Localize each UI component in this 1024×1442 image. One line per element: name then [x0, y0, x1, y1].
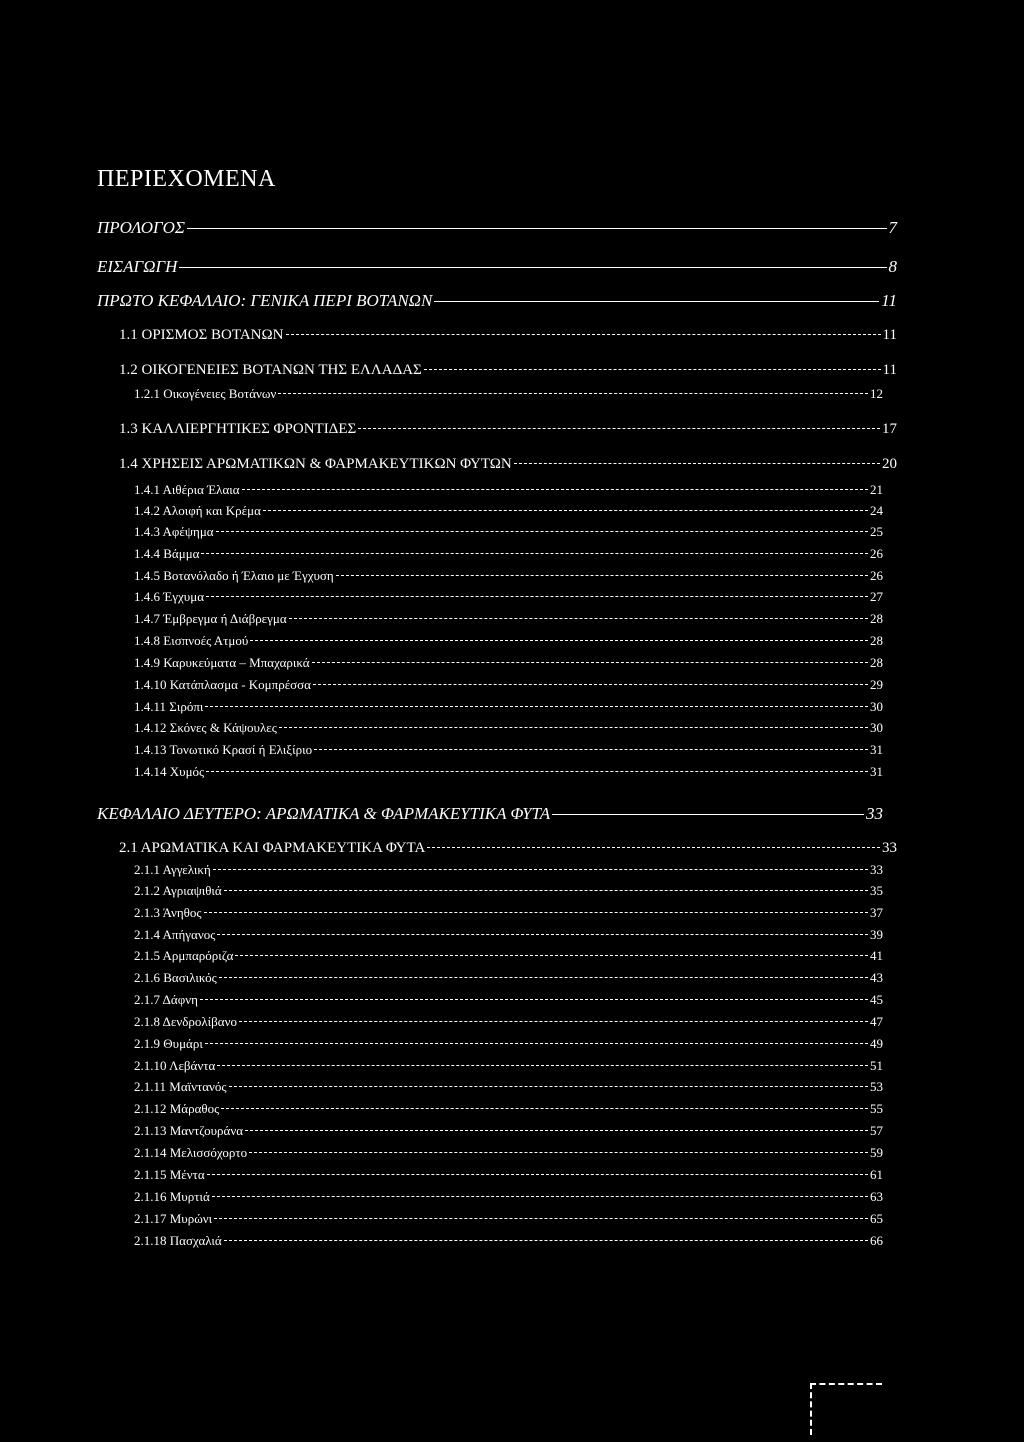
toc-entry: [134, 992, 883, 1008]
toc-entry-title: 1.4.13 Τονωτικό Κρασί ή Ελιξίριο: [134, 742, 313, 757]
toc-entry-title: 2.1.16 Μυρτιά: [134, 1189, 210, 1204]
dot-leader: [212, 1196, 868, 1197]
toc-entry: [134, 611, 883, 627]
toc-entry: [134, 720, 883, 736]
dot-leader: [219, 977, 868, 978]
toc-entry: [97, 804, 883, 824]
toc-entry-page: 11: [882, 327, 897, 343]
toc-entry-page: 26: [870, 568, 883, 583]
toc-entry-title: 1.4.3 Αφέψημα: [134, 524, 214, 539]
toc-entry: [134, 589, 883, 605]
dot-leader: [263, 510, 868, 511]
dot-leader: [235, 955, 868, 956]
toc-entry-title: 1.4.4 Βάμμα: [134, 546, 200, 561]
toc-entry-title: 2.1 ΑΡΩΜΑΤΙΚΑ ΚΑΙ ΦΑΡΜΑΚΕΥΤΙΚΑ ΦΥΤΑ: [119, 840, 426, 856]
toc-entry-page: 25: [870, 524, 883, 539]
toc-entry-title: 1.4.10 Κατάπλασμα - Κομπρέσσα: [134, 677, 311, 692]
toc-entry-page: 24: [870, 503, 883, 518]
dot-leader: [200, 999, 868, 1000]
toc-entry-page: 8: [888, 257, 897, 276]
dot-leader: [312, 662, 868, 663]
toc-entry-title: 2.1.6 Βασιλικός: [134, 970, 217, 985]
toc-entry-page: 61: [870, 1167, 883, 1182]
dot-leader: [224, 890, 868, 891]
dot-leader: [217, 934, 868, 935]
dot-leader: [552, 814, 864, 815]
dot-leader: [427, 847, 880, 848]
toc-entry-title: 1.4.1 Αιθέρια Έλαια: [134, 482, 240, 497]
toc-entry-page: 45: [870, 992, 883, 1007]
dot-leader: [239, 1021, 868, 1022]
toc-entry: [134, 970, 883, 986]
dot-leader: [336, 575, 868, 576]
toc-entry: [97, 291, 897, 311]
dot-leader: [217, 1065, 868, 1066]
toc-entry-title: 2.1.8 Δενδρολίβανο: [134, 1014, 237, 1029]
toc-entry-page: 30: [870, 699, 883, 714]
toc-entry-page: 28: [870, 611, 883, 626]
dot-leader: [204, 912, 868, 913]
toc-entry-title: 1.4.14 Χυμός: [134, 764, 205, 779]
dot-leader: [207, 1174, 868, 1175]
toc-entry: [134, 1233, 883, 1249]
toc-entry: [134, 742, 883, 758]
toc-entry-title: 1.4.12 Σκόνες & Κάψουλες: [134, 720, 277, 735]
toc-entry-page: 57: [870, 1123, 883, 1138]
dot-leader: [214, 1218, 868, 1219]
dot-leader: [224, 1240, 868, 1241]
toc-entry-title: 1.4.8 Εισπνοές Ατμού: [134, 633, 249, 648]
toc-entry: [134, 386, 883, 402]
toc-entry: [134, 655, 883, 671]
toc-entry: [134, 1101, 883, 1117]
toc-entry-page: 63: [870, 1189, 883, 1204]
dot-leader: [229, 1086, 868, 1087]
toc-entry-page: 11: [881, 291, 897, 310]
toc-entry-page: 28: [870, 655, 883, 670]
toc-entry: [134, 1145, 883, 1161]
dot-leader: [249, 1152, 868, 1153]
toc-entry-title: ΚΕΦΑΛΑΙΟ ΔΕΥΤΕΡΟ: ΑΡΩΜΑΤΙΚΑ & ΦΑΡΜΑΚΕΥΤΙΚΑ ΦΥΤΑ: [97, 804, 551, 823]
toc-entry: [134, 905, 883, 921]
toc-entry: [119, 421, 897, 438]
toc-entry: [134, 927, 883, 943]
toc-entry: [134, 862, 883, 878]
toc-entry-page: 49: [870, 1036, 883, 1051]
toc-entry: [134, 1079, 883, 1095]
toc-entry-page: 43: [870, 970, 883, 985]
toc-entry-title: ΠΡΩΤΟ ΚΕΦΑΛΑΙΟ: ΓΕΝΙΚΑ ΠΕΡΙ ΒΟΤΑΝΩΝ: [97, 291, 433, 310]
toc-entry-page: 37: [870, 905, 883, 920]
toc-entry-page: 27: [870, 589, 883, 604]
toc-entry-page: 33: [882, 840, 897, 856]
toc-entry-page: 39: [870, 927, 883, 942]
dot-leader: [206, 771, 868, 772]
toc-entry-title: 1.4.5 Βοτανόλαδο ή Έλαιο με Έγχυση: [134, 568, 334, 583]
dot-leader: [205, 1043, 868, 1044]
toc-entry-title: 2.1.5 Αρμπαρόριζα: [134, 948, 234, 963]
toc-entry-page: 30: [870, 720, 883, 735]
toc-entry: [134, 677, 883, 693]
dot-leader: [314, 749, 868, 750]
dot-leader: [206, 596, 868, 597]
toc-entry: [134, 1058, 883, 1074]
toc-entry: [134, 524, 883, 540]
toc-entry: [134, 764, 883, 780]
toc-entry-page: 26: [870, 546, 883, 561]
toc-entry-title: 1.4.11 Σιρόπι: [134, 699, 204, 714]
dot-leader: [434, 301, 879, 302]
toc-entry-page: 33: [866, 804, 883, 823]
toc-entry-title: ΠΡΟΛΟΓΟΣ: [97, 218, 186, 237]
toc-entry: [119, 362, 897, 379]
dot-leader: [242, 489, 868, 490]
toc-entry: [134, 503, 883, 519]
dot-leader: [245, 1130, 868, 1131]
toc-entry: [134, 1036, 883, 1052]
toc-entry-title: 1.3 ΚΑΛΛΙΕΡΓΗΤΙΚΕΣ ΦΡΟΝΤΙΔΕΣ: [119, 421, 357, 437]
toc-entry-title: 1.4.2 Αλοιφή και Κρέμα: [134, 503, 261, 518]
toc-entry-title: 2.1.17 Μυρώνι: [134, 1211, 213, 1226]
toc-entry-page: 29: [870, 677, 883, 692]
toc-entry-page: 53: [870, 1079, 883, 1094]
toc-entry: [119, 840, 897, 857]
toc-entry: [134, 633, 883, 649]
toc-entry: [134, 1014, 883, 1030]
toc-entry-title: 1.4.6 Έγχυμα: [134, 589, 205, 604]
dot-leader: [514, 463, 880, 464]
dot-leader: [358, 428, 880, 429]
toc-entry: [119, 456, 897, 473]
page-title: ΠΕΡΙΕΧΟΜΕΝΑ: [97, 166, 276, 192]
toc-entry-title: 2.1.4 Απήγανος: [134, 927, 216, 942]
toc-entry: [134, 883, 883, 899]
toc-entry-title: 2.1.3 Άνηθος: [134, 905, 202, 920]
toc-entry-page: 55: [870, 1101, 883, 1116]
toc-entry-title: 2.1.18 Πασχαλιά: [134, 1233, 222, 1248]
toc-entry-page: 41: [870, 948, 883, 963]
toc-entry-page: 31: [870, 764, 883, 779]
toc-entry-title: 2.1.12 Μάραθος: [134, 1101, 220, 1116]
toc-entry-title: 1.4 ΧΡΗΣΕΙΣ ΑΡΩΜΑΤΙΚΩΝ & ΦΑΡΜΑΚΕΥΤΙΚΩΝ ΦΥΤΩΝ: [119, 456, 512, 472]
toc-entry-title: 2.1.11 Μαϊντανός: [134, 1079, 227, 1094]
toc-entry: [134, 948, 883, 964]
dot-leader: [424, 369, 881, 370]
toc-entry: [97, 257, 897, 277]
toc-entry-page: 28: [870, 633, 883, 648]
toc-entry-page: 33: [870, 862, 883, 877]
toc-entry-page: 11: [882, 362, 897, 378]
dot-leader: [279, 727, 868, 728]
toc-entry-title: 2.1.2 Αγριαψιθιά: [134, 883, 222, 898]
toc-entry-page: 21: [870, 482, 883, 497]
toc-entry-title: 2.1.9 Θυμάρι: [134, 1036, 203, 1051]
toc-entry-page: 59: [870, 1145, 883, 1160]
toc-entry-title: 1.2.1 Οικογένειες Βοτάνων: [134, 386, 277, 401]
toc-entry-page: 51: [870, 1058, 883, 1073]
toc-entry: [134, 482, 883, 498]
dot-leader: [216, 531, 868, 532]
dot-leader: [187, 228, 886, 229]
toc-entry-title: 2.1.15 Μέντα: [134, 1167, 205, 1182]
toc-entry-page: 12: [870, 386, 883, 401]
toc-entry: [97, 218, 897, 238]
toc-entry-page: 65: [870, 1211, 883, 1226]
toc-entry-page: 20: [882, 456, 897, 472]
toc-entry-title: 2.1.7 Δάφνη: [134, 992, 198, 1007]
dot-leader: [250, 640, 868, 641]
toc-entry: [134, 1211, 883, 1227]
toc-entry-title: 1.4.9 Καρυκεύματα – Μπαχαρικά: [134, 655, 310, 670]
dot-leader: [205, 706, 868, 707]
corner-crop-mark: [810, 1383, 882, 1435]
toc-entry: [134, 1123, 883, 1139]
dot-leader: [213, 869, 868, 870]
dot-leader: [179, 267, 886, 268]
toc-entry-title: 2.1.10 Λεβάντα: [134, 1058, 216, 1073]
toc-entry-title: 1.1 ΟΡΙΣΜΟΣ ΒΟΤΑΝΩΝ: [119, 327, 284, 343]
toc-entry-page: 31: [870, 742, 883, 757]
toc-entry: [119, 327, 897, 344]
toc-entry: [134, 699, 883, 715]
toc-entry-page: 66: [870, 1233, 883, 1248]
toc-entry-title: 1.4.7 Έμβρεγμα ή Διάβρεγμα: [134, 611, 287, 626]
toc-entry-page: 47: [870, 1014, 883, 1029]
toc-entry-page: 35: [870, 883, 883, 898]
toc-entry-page: 7: [888, 218, 897, 237]
toc-entry-title: 1.2 ΟΙΚΟΓΕΝΕΙΕΣ ΒΟΤΑΝΩΝ ΤΗΣ ΕΛΛΑΔΑΣ: [119, 362, 422, 378]
dot-leader: [286, 334, 881, 335]
dot-leader: [289, 618, 868, 619]
dot-leader: [313, 684, 868, 685]
toc-entry-title: 2.1.14 Μελισσόχορτο: [134, 1145, 248, 1160]
toc-entry-title: ΕΙΣΑΓΩΓΗ: [97, 257, 178, 276]
toc-entry-title: 2.1.1 Αγγελική: [134, 862, 211, 877]
toc-entry-title: 2.1.13 Μαντζουράνα: [134, 1123, 244, 1138]
toc-entry: [134, 1189, 883, 1205]
toc-entry: [134, 546, 883, 562]
toc-entry: [134, 568, 883, 584]
dot-leader: [278, 393, 868, 394]
toc-entry: [134, 1167, 883, 1183]
dot-leader: [201, 553, 868, 554]
dot-leader: [221, 1108, 868, 1109]
toc-entry-page: 17: [882, 421, 897, 437]
